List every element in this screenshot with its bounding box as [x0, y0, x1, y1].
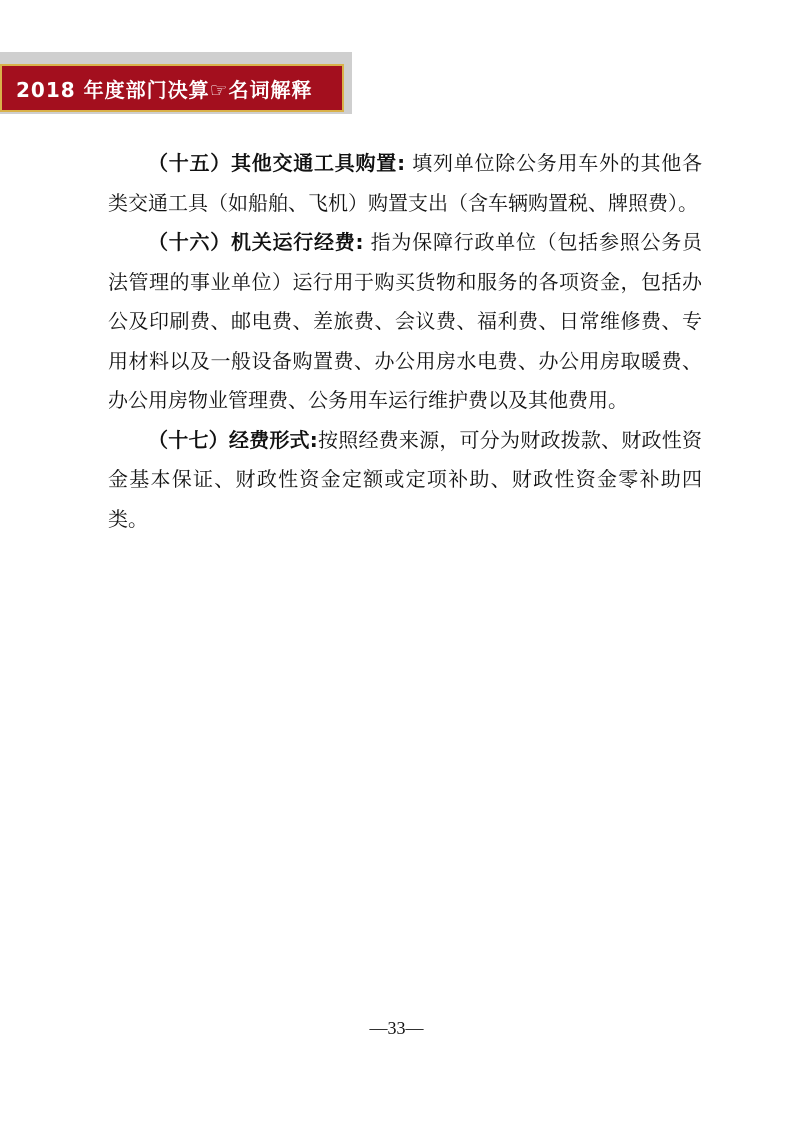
definition-term-15: （十五）其他交通工具购置:	[148, 151, 406, 175]
definition-text-16: 指为保障行政单位（包括参照公务员法管理的事业单位）运行用于购买货物和服务的各项资金，包括办公及印刷费、邮电费、差旅费、会议费、福利费、日常维修费、专用材料以及一般设备购置费、办公用房水电费、办公用房取暖费、办公用房物业管理费、公务用车运行维护费以及其他费用。	[108, 230, 703, 412]
document-body	[108, 144, 702, 539]
definition-paragraph-15	[108, 144, 702, 223]
section-header-banner	[0, 64, 344, 112]
definition-text-17: 按照经费来源，可分为财政拨款、财政性资金基本保证、财政性资金定额或定项补助、财政性资金零补助四类。	[108, 427, 703, 531]
page-number: —33—	[369, 1018, 424, 1038]
definition-term-17: （十七）经费形式:	[148, 427, 318, 452]
definition-text-15: 填列单位除公务用车外的其他各类交通工具（如船舶、飞机）购置支出（含车辆购置税、牌照费）。	[108, 151, 703, 215]
definition-paragraph-16	[108, 223, 702, 421]
definition-paragraph-17	[108, 421, 702, 540]
definition-term-16: （十六）机关运行经费:	[148, 230, 364, 254]
section-header-title: 2018 年度部门决算☞名词解释	[16, 77, 313, 102]
